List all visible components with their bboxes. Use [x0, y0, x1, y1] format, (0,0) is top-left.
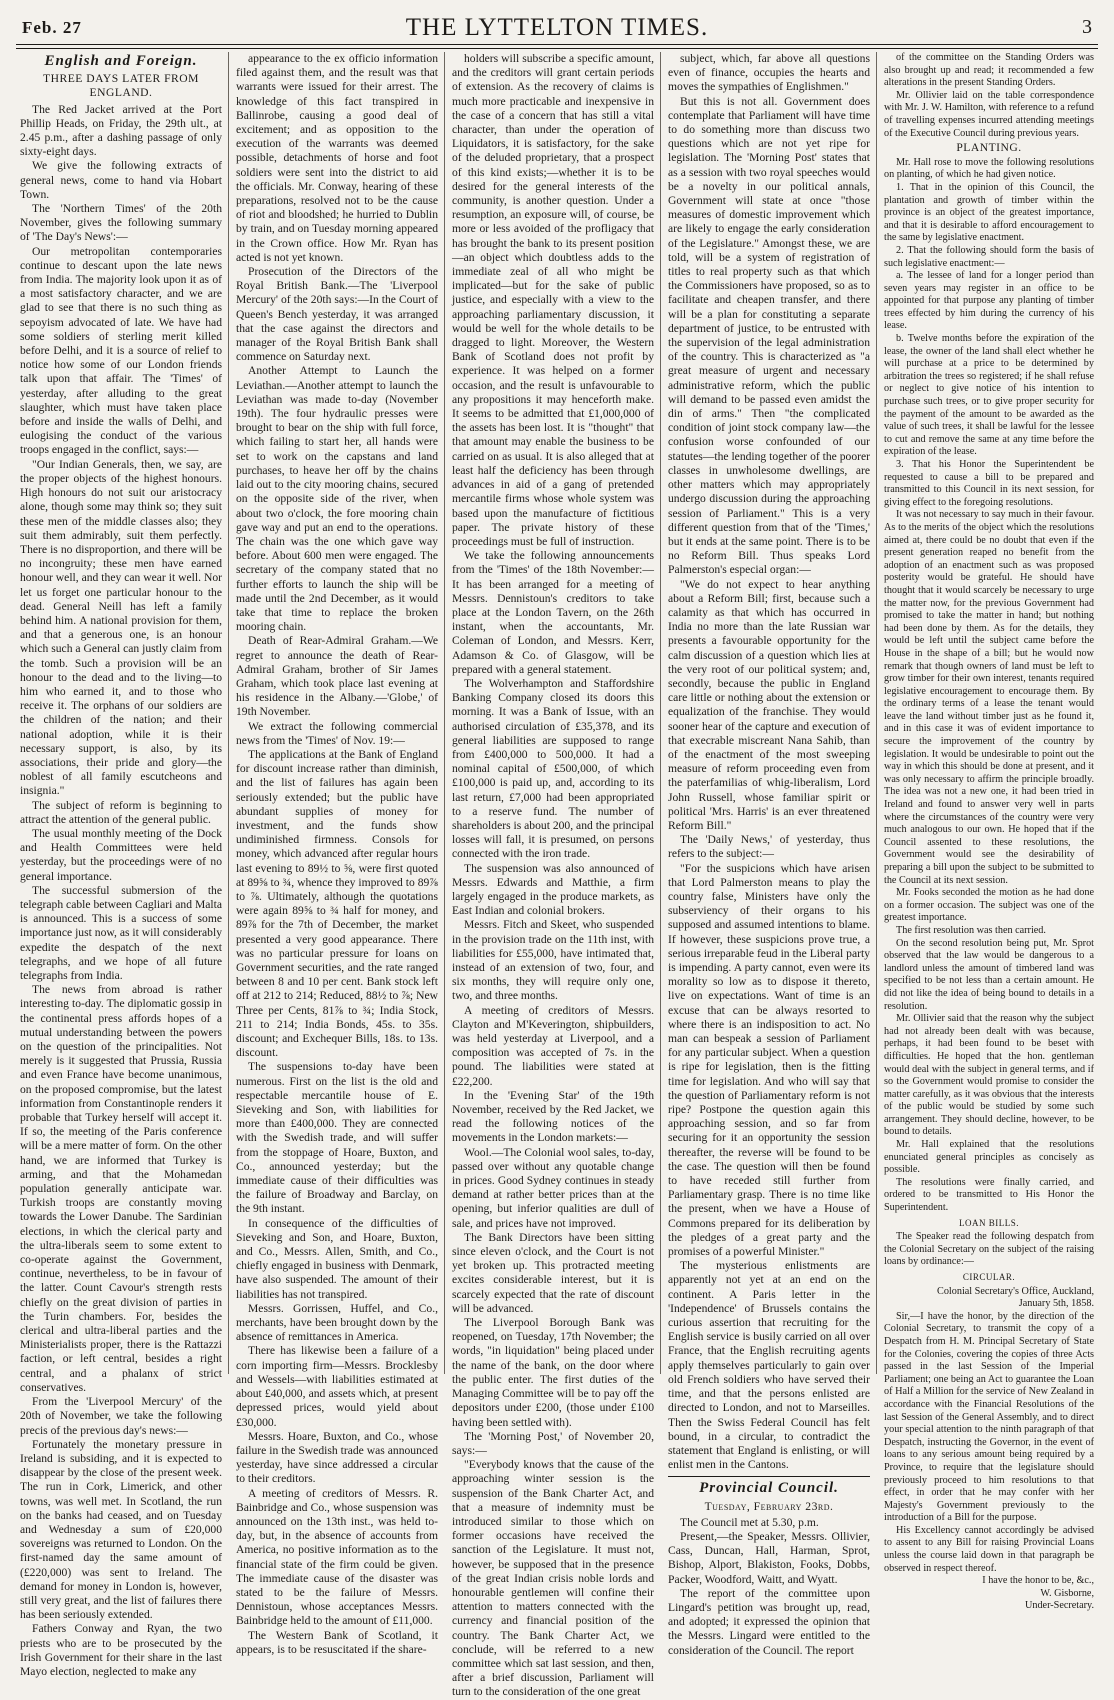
paragraph: appearance to the ex officio information filed against them, and the result was that warrants were issued for their arrest. The knowledge of this fact transpired in Ballinrobe, causing a good deal of excitement; and as opposition to the execution of the warrants was deemed possible, detachments of horse and foot soldiers were sent into the district to aid the officials. Mr. Conway, hearing of these preparations, resolved not to be the cause of riot and bloodshed; he hurried to Dublin by train, and on Tuesday morning appeared in the Crown office. How Mr. Ryan has acted is not yet known.: [236, 52, 438, 264]
paragraph: Mr. Hall rose to move the following resolutions on planting, of which he had given notice.: [884, 156, 1094, 181]
column-divider: [660, 52, 661, 1374]
paragraph: The report of the committee upon Lingard's petition was brought up, read, and adopted; it expressed the opinion that the Messrs. Lingard were entitled to the consideration of the Council. The report: [668, 1586, 870, 1657]
column-divider: [228, 52, 229, 1374]
paragraph: We give the following extracts of general news, come to hand via Hobart Town.: [20, 159, 222, 201]
signoff-name: W. Gisborne,: [1040, 1587, 1094, 1599]
paragraph: The resolutions were finally carried, and ordered to be transmitted to His Honor the Superintendent.: [884, 1176, 1094, 1214]
newspaper-title: THE LYTTELTON TIMES.: [405, 14, 709, 41]
paragraph: In the 'Evening Star' of the 19th November, received by the Red Jacket, we read the following notices of the movements in the London markets:—: [452, 1088, 654, 1145]
paragraph: It was not necessary to say much in their favour. As to the merits of the object which the resolutions aimed at, there could be no doubt that even if the present generation reaped no benefit from the adoption of an enactment such as was proposed posterity would be grateful. He should have thought that it would scarcely be necessary to urge the matter now, for the previous Government had promised to take the matter in hand; but nothing had been done by them. As for the details, they would be left until the subject came before the House in the shape of a bill; but he would now remark that though owners of land must be left to grow timber for their own interest, tenants required legislative encouragement to encourage them. By the ordinary terms of a lease the tenant would leave the land without timber just as he found it, and in this case it was of evident importance to secure the improvement of the country by legislation. It would be undesirable to point out the way in which this should be done at present, and it was only necessary to affirm the principle broadly. The idea was not a new one, it had been tried in Ireland and found to answer very well in parts where the circumstances of the country were very much analogous to our own. He hoped that if the Council assented to these resolutions, the Government would see the desirability of preparing a bill upon the subject to be submitted to the Council at its next session.: [884, 509, 1094, 886]
paragraph: holders will subscribe a specific amount, and the creditors will grant certain periods of extension. As the recovery of claims is much more practicable and inexpensive in the case of a concern that has still a vital character, than under the operation of Liquidators, it is satisfactory, for the sake of the deluded proprietary, that a prospect of this kind exists;—whether it is to be desired for the general interests of the community, is another question. Under a resumption, an exposure will, of course, be more or less avoided of the profligacy that has brought the bank to its present position—an object which doubtless adds to the immediate zeal of all who might be implicated—but for the sake of public justice, and especially with a view to the approaching parliamentary discussion, it would be well for the whole details to be dragged to light. Moreover, the Western Bank of Scotland does not profit by experience. It was helped on a former occasion, and the result is unfavourable to any propositions it may henceforth make. It seems to be admitted that £1,000,000 of the assets has been lost. It is "thought" that that amount may enable the business to be carried on as usual. It is also alleged that at least half the deficiency has been through advances in aid of a gang of pretended mercantile firms whose whole system was based upon the manufacture of fictitious paper. The private history of these proceedings must be full of instruction.: [452, 52, 654, 548]
column-5-body-d: [884, 1311, 1094, 1575]
paragraph: "Everybody knows that the cause of the approaching winter session is the suspension of the Bank Charter Act, and that a measure of indemnity must be introduced similar to those which on former occasions have received the sanction of the Legislature. It must not, however, be supposed that in the presence of the great Indian crisis noble lords and honourable gentlemen will confine their attention to matters connected with the currency and financial position of the country. The Bank Charter Act, we conclude, will be referred to a new committee which sat last session, and then, after a brief discussion, Parliament will turn to the consideration of the one great: [452, 1458, 654, 1699]
planting-heading: PLANTING.: [956, 141, 1022, 155]
signoff-line: I have the honor to be, &c.,: [982, 1575, 1094, 1587]
paragraph: The usual monthly meeting of the Dock and Health Committees were held yesterday, but the proceedings were of no general importance.: [20, 826, 222, 883]
column-3: [452, 52, 654, 1699]
article-subheading: THREE DAYS LATER FROM ENGLAND.: [43, 72, 199, 100]
paragraph: Messrs. Hoare, Buxton, and Co., whose failure in the Swedish trade was announced yesterday, have since addressed a circular to their creditors.: [236, 1429, 438, 1486]
circular-office: Colonial Secretary's Office, Auckland,: [937, 1285, 1094, 1297]
paragraph: Another Attempt to Launch the Leviathan.—Another attempt to launch the Leviathan was made to-day (November 19th). The four hydraulic presses were brought to bear on the ship with full force, which failing to start her, all hands were set to work on the capstans and land purchases, to heave her off by the chains laid out to the city mooring chains, secured on the opposite side of the river, when about two o'clock, the fore mooring chain gave way and put an end to the operations. The chain was the one which gave way before. About 600 men were engaged. The secretary of the company stated that no further efforts to launch the ship will be made until the 2nd December, as it would take that time to replace the broken mooring chain.: [236, 364, 438, 634]
paragraph: The suspension was also announced of Messrs. Edwards and Matthie, a firm largely engaged in the produce markets, as East Indian and colonial brokers.: [452, 861, 654, 918]
masthead-rule: [16, 44, 1098, 45]
paragraph: On the second resolution being put, Mr. Sprot observed that the law would be dangerous to a landlord unless the amount of timbered land was specified to be not less than a certain amount. He did not like the idea of being bound to details in a resolution.: [884, 937, 1094, 1012]
paragraph: 2. That the following should form the basis of such legislative enactment:—: [884, 244, 1094, 269]
column-5-body-b: [884, 157, 1094, 1215]
circular-date: January 5th, 1858.: [1018, 1298, 1094, 1310]
paragraph: Messrs. Fitch and Skeet, who suspended in the provision trade on the 11th inst, with liabilities for £55,000, have intimated that, instead of an extension of two, four, and six months, they will require only one, two, and three months.: [452, 918, 654, 1003]
paragraph: 1. That in the opinion of this Council, the plantation and growth of timber within the province is an object of the greatest importance, and that it is desirable to afford encouragement to the same by legislative enactment.: [884, 181, 1094, 244]
signoff-title: Under-Secretary.: [1025, 1600, 1094, 1612]
paragraph: A meeting of creditors of Messrs. Clayton and M'Keverington, shipbuilders, was held yesterday at Liverpool, and a composition was accepted of 7s. in the pound. The liabilities were stated at £22,200.: [452, 1003, 654, 1088]
paragraph: Messrs. Gorrissen, Huffel, and Co., merchants, have been brought down by the absence of remittances in America.: [236, 1301, 438, 1344]
paragraph: The suspensions to-day have been numerous. First on the list is the old and respectable mercantile house of E. Sieveking and Son, with liabilities for more than £400,000. They are connected with the Swedish trade, and will suffer from the stoppage of Hoare, Buxton, and Co., announced yesterday; but the immediate cause of their difficulties was the failure of Broadway and Barclay, on the 9th instant.: [236, 1060, 438, 1216]
column-2-body: [236, 52, 438, 1657]
paragraph: The mysterious enlistments are apparently not yet at an end on the continent. A Paris letter in the 'Independence' of Brussels contains the curious assertion that recruiting for the English service is busily carried on all over France, that the English recruiting agents apply themselves particularly to gain over old French soldiers who have served their time, and that the persons enlisted are directed to London, and not to Marseilles. Then the Swiss Federal Council has felt bound, in a circular, to contradict the statement that England is enlisting, or will enlist men in the Cantons.: [668, 1259, 870, 1472]
column-1-body: [20, 103, 222, 1680]
paragraph: The news from abroad is rather interesting to-day. The diplomatic gossip in the continental press affords hopes of a mutual understanding between the powers on the question of the principalities. Not merely is it suggested that Prussia, Russia and even France have become unanimous, on the proposed compromise, but the latest information from Constantinople renders it probable that Turkey herself will accept it. If so, the meeting of the Paris conference will be a mere matter of form. On the other hand, we are informed that Turkey is arming, and that the Mohamedan population generally anticipate war. Turkish troops are constantly moving towards the Lower Danube. The Sardinian elections, in which the clerical party and the ultra-liberals seem to some extent to co-operate against the Government, continue, nevertheless, to be in favour of the latter. Count Cavour's strength rests chiefly on the great division of parties in the Turin chambers. For, besides the clerical and ultra-liberal parties and the Ministerialists proper, there is the Rattazzi faction, or left central, besides a right central, and a phalanx of strict conservatives.: [20, 983, 222, 1394]
paragraph: "Our Indian Generals, then, we say, are the proper objects of the highest honours. High honours do not suit our aristocracy alone, though some may think so; they suit these men of the middle classes also; they suit them admirably, suit them perfectly. There is no disproportion, and there will be no incongruity; these men have earned honour well, and they can wear it well. Nor let us forget one particular honour to the dead. General Neill has left a family behind him. A national provision for them, and that a generous one, is an honour which such a General can justly claim from the tomb. Such a provision will be an honour to the dead and to the living—to him who earned it, and to those who receive it. The orphans of our soldiers are the children of the nation; and their national adoption, while it is their necessary support, is also, by its associations, their pride and glory—the noblest of all family escutcheons and insignia.": [20, 457, 222, 798]
paragraph: But this is not all. Government does contemplate that Parliament will have time to do something more than discuss two questions which are not yet ripe for legislation. The 'Morning Post' states that as a session with two royal speeches would be a novelty in our political annals, Government will state at once "those measures of domestic improvement which are likely to engage the early consideration of the Legislature." Amongst these, we are told, will be a system of registration of titles to real property such as that which the Commissioners have proposed, so as to facilitate and cheapen transfer, and there will be a plan for constituting a separate department of justice, to be entrusted with the supervision of the legal administration of the country. This is characterized as "a great measure of urgent and necessary administrative reform, which the public will demand to be passed even amidst the din of arms." Then "the complicated condition of joint stock company law—the confusion worse confounded of our statutes—the lending together of the poorer classes in unwholesome dwellings, are other matters which may appropriately undergo discussion during the approaching session of Parliament." This is a very different question from that of the 'Times,' but it ends at the same point. There is to be no Reform Bill. Thus speaks Lord Palmerston's especial organ:—: [668, 94, 870, 577]
paragraph: His Excellency cannot accordingly be advised to assent to any Bill for raising Provincial Loans unless the course laid down in that paragraph be observed in respect thereof.: [884, 1524, 1094, 1574]
council-body: [668, 1516, 870, 1658]
paragraph: In consequence of the difficulties of Sieveking and Son, and Hoare, Buxton, and Co., Messrs. Allen, Smith, and Co., chiefly engaged in business with Denmark, have also suspended. The amount of their liabilities has not transpired.: [236, 1216, 438, 1301]
column-divider: [444, 52, 445, 1374]
loan-bills-heading: LOAN BILLS.: [959, 1217, 1019, 1228]
paragraph: 3. That his Honor the Superintendent be requested to cause a bill to be prepared and transmitted to this Council in its next session, for giving effect to the foregoing resolutions.: [884, 459, 1094, 508]
paragraph: The 'Daily News,' of yesterday, thus refers to the subject:—: [668, 833, 870, 861]
paragraph: We extract the following commercial news from the 'Times' of Nov. 19:—: [236, 719, 438, 747]
paragraph: Mr. Ollivier laid on the table correspondence with Mr. J. W. Hamilton, with reference to a refund of travelling expenses incurred attending meetings of the Executive Council during previous years.: [884, 89, 1094, 139]
paragraph: The 'Morning Post,' of November 20, says:—: [452, 1429, 654, 1457]
paragraph: The successful submersion of the telegraph cable between Cagliari and Malta is announced. This is a success of some importance just now, as it will considerably expedite the despatch of the next telegraphs, and we hope of all future telegraphs from India.: [20, 883, 222, 982]
paragraph: Prosecution of the Directors of the Royal British Bank.—The 'Liverpool Mercury' of the 20th says:—In the Court of Queen's Bench yesterday, it was arranged that the case against the directors and manager of the Royal British Bank shall commence on Saturday next.: [236, 265, 438, 364]
paragraph: There has likewise been a failure of a corn importing firm—Messrs. Brocklesby and Wessels—with liabilities estimated at about £40,000, and assets which, at present depressed prices, would yield about £30,000.: [236, 1344, 438, 1429]
circular-label: CIRCULAR.: [962, 1272, 1016, 1282]
column-5: [884, 52, 1094, 1612]
paragraph: The Council met at 5.30, p.m.: [680, 1515, 819, 1529]
paragraph: subject, which, far above all questions even of finance, occupies the hearts and moves the sympathies of Englishmen.": [668, 52, 870, 94]
paragraph: A meeting of creditors of Messrs. R. Bainbridge and Co., whose suspension was announced on the 13th inst., was held to-day, but, in the absence of accounts from America, no positive information as to the financial state of the firm could be given. The immediate cause of the disaster was stated to be the failure of Messrs. Dennistoun, whose acceptances Messrs. Bainbridge held to the amount of £11,000.: [236, 1486, 438, 1628]
section-heading: English and Foreign.: [44, 53, 198, 69]
column-3-body: [452, 52, 654, 1700]
paragraph: The first resolution was then carried.: [896, 924, 1046, 936]
paragraph: of the committee on the Standing Orders was also brought up and read; it recommended a few alterations in the present Standing Orders.: [884, 52, 1094, 89]
paragraph: Mr. Hall explained that the resolutions enunciated general principles as concisely as possible.: [884, 1139, 1094, 1176]
paragraph: The applications at the Bank of England for discount increase rather than diminish, and the list of failures has again been seriously extended; but the public have abundant supplies of money for investment, and the funds show undiminished firmness. Consols for money, which advanced after regular hours last evening to 89½ to ⅝, were first quoted at 89⅝ to ¾, whence they improved to 89⅞ to ⅞. Ultimately, although the quotations were again 89⅝ to ¾ half for money, and 89⅞ for the 7th of December, the market presented a very good appearance. There was no particular pressure for loans on Government securities, and the rate ranged between 8 and 10 per cent. Bank stock left off at 212 to 214; Reduced, 88½ to ⅞; New Three per Cents, 81⅞ to ¾; India Stock, 211 to 214; India Bonds, 45s. to 35s. discount; and Exchequer Bills, 18s. to 13s. discount.: [236, 747, 438, 1060]
paragraph: The Western Bank of Scotland, it appears, is to be resuscitated if the share-: [236, 1628, 438, 1656]
paragraph: Death of Rear-Admiral Graham.—We regret to announce the death of Rear-Admiral Graham, brother of Sir James Graham, which took place last evening at his residence in the Albany.—'Globe,' of 19th November.: [236, 634, 438, 719]
paragraph: Our metropolitan contemporaries continue to descant upon the late news from India. The majority look upon it as of a most satisfactory character, and we are glad to see that there is no such thing as sepoyism advocated of late. We have had some soldiers of sterling merit killed before Delhi, and it is a source of relief to notice how some of our London friends talk upon that affair. The 'Times' of yesterday, after alluding to the great slaughter, which must have taken place before and inside the walls of Delhi, and eulogising the conduct of the various troops engaged in the conflict, says:—: [20, 244, 222, 457]
column-5-body-a: [884, 52, 1094, 140]
paragraph: From the 'Liverpool Mercury' of the 20th of November, we take the following precis of the previous day's news:—: [20, 1395, 222, 1437]
column-1: [20, 52, 222, 1678]
paragraph: a. The lessee of land for a longer period than seven years may register in an office to be appointed for that purpose any planting of timber trees effected by him during the currency of his lease.: [884, 270, 1094, 332]
paragraph: Mr. Ollivier said that the reason why the subject had not already been dealt with was because, perhaps, it had been found to be beset with difficulties. He hoped that the hon. gentleman would deal with the subject in general terms, and if so the Government would promise to consider the matter carefully, as it was obvious that the interests of the public would be studied by some such arrangement. They should decline, however, to be bound to details.: [884, 1013, 1094, 1138]
paragraph: The Speaker read the following despatch from the Colonial Secretary on the subject of the raising loans by ordinance:—: [884, 1231, 1094, 1268]
paragraph: The Red Jacket arrived at the Port Phillip Heads, on Friday, the 29th ult., at 2.45 p.m., after a dashing passage of only sixty-eight days.: [20, 102, 222, 159]
column-divider: [876, 52, 877, 1374]
paragraph: Mr. Fooks seconded the motion as he had done on a former occasion. The subject was one of the greatest importance.: [884, 887, 1094, 924]
council-heading: Provincial Council.: [699, 1480, 839, 1497]
paragraph: We take the following announcements from the 'Times' of the 18th November:—It has been arranged for a meeting of Messrs. Dennistoun's creditors to take place at the London Tavern, on the 26th instant, when the accountants, Mr. Coleman of London, and Messrs. Kerr, Adamson & Co. of Glasgow, will be prepared with a general statement.: [452, 549, 654, 676]
masthead-rule-lower: [16, 48, 1098, 49]
masthead: [22, 14, 1092, 44]
page-number: 3: [1082, 16, 1092, 38]
paragraph: Fortunately the monetary pressure in Ireland is subsiding, and it is expected to disappear by the close of the present week. The run in Cork, Limerick, and other towns, was well met. In Scotland, the run on the banks had ceased, and on Tuesday and Wednesday a sum of £20,000 sovereigns was returned to London. On the first-named day the same amount of (£220,000) was sent to Ireland. The demand for money in London is, however, still very great, and the list of failures there has been seriously extended.: [20, 1437, 222, 1622]
column-4: [668, 52, 870, 1657]
paragraph: The subject of reform is beginning to attract the attention of the general public.: [20, 798, 222, 826]
issue-date: Feb. 27: [22, 18, 82, 37]
paragraph: The Wolverhampton and Staffordshire Banking Company closed its doors this morning. It was a Bank of Issue, with an authorised circulation of £35,378, and its general liabilities are supposed to range from £400,000 to 500,000. It had a nominal capital of £500,000, of which £100,000 is paid up, and, according to its last return, £7,000 had been appropriated to a reserve fund. The number of shareholders is about 200, and the principal losses will fall, it is presumed, on persons connected with the iron trade.: [452, 676, 654, 861]
column-2: [236, 52, 438, 1656]
paragraph: The Bank Directors have been sitting since eleven o'clock, and the Court is not yet broken up. This protracted meeting excites considerable interest, but it is scarcely expected that the rate of discount will be advanced.: [452, 1230, 654, 1315]
paragraph: "We do not expect to hear anything about a Reform Bill; first, because such a calamity as that which has occurred in India no more than the late Russian war presents a favourable opportunity for the calm discussion of a question which lies at the very root of our political system; and, secondly, because the public in England care little or nothing about the extension or equalization of the franchise. They would sooner hear of the capture and execution of that execrable miscreant Nana Sahib, than of the enactment of the most sweeping measure of reform proceeding even from the paterfamilias of whig-liberalism, Lord John Russell, whose familiar spirit or political 'Mrs. Harris' is an ever threatened Reform Bill.": [668, 577, 870, 832]
paragraph: Wool.—The Colonial wool sales, to-day, passed over without any quotable change in prices. Good Sydney continues in steady demand at rather better prices than at the opening, but inferior qualities are dull of sale, and prices have not improved.: [452, 1145, 654, 1230]
column-5-body-c: [884, 1231, 1094, 1269]
section-rule: [668, 1476, 870, 1477]
paragraph: The 'Northern Times' of the 20th November, gives the following summary of 'The Day's News':—: [20, 202, 222, 244]
paragraph: b. Twelve months before the expiration of the lease, the owner of the land shall elect whether he will purchase at a price to be determined by arbitration the trees so registered; if he shall refuse or neglect to give notice of his intention to purchase such trees, or to give proper security for the payment of the amount to be awarded as the value of such trees, it shall be lawful for the lessee to cut and remove the same at any time before the expiration of the lease.: [884, 333, 1094, 458]
column-4-body: [668, 52, 870, 1472]
paragraph: The Liverpool Borough Bank was reopened, on Tuesday, 17th November; the words, "in liquidation" being placed under the name of the bank, on the door where the public enter. The first duties of the Managing Committee will be to pay off the depositors under £200, (those under £100 having been settled with).: [452, 1316, 654, 1429]
paragraph: Fathers Conway and Ryan, the two priests who are to be prosecuted by the Irish Government for their share in the last Mayo election, neglected to make any: [20, 1622, 222, 1678]
council-date: Tuesday, February 23rd.: [704, 1499, 834, 1513]
paragraph: Sir,—I have the honor, by the direction of the Colonial Secretary, to transmit the copy of a Despatch from H. M. Principal Secretary of State for the Colonies, covering the copies of three Acts passed in the last Session of the Imperial Parliament; one being an Act to guarantee the Loan of Half a Million for the service of New Zealand in accordance with the Financial Resolutions of the last Session of the General Assembly, and to direct your special attention to the ninth paragraph of that Despatch, instructing the Governor, in the event of loans to any serious amount being required by a Province, to require that the legislature should previously proceed to him resolutions to that effect, in order that he may confer with her Majesty's Government previously to the introduction of a Bill for the purpose.: [884, 1310, 1094, 1524]
paragraph: Present,—the Speaker, Messrs. Ollivier, Cass, Duncan, Hall, Harman, Sprot, Bishop, Alport, Blakiston, Fooks, Dobbs, Packer, Woodford, Waitt, and Wyatt.: [668, 1529, 870, 1586]
paragraph: "For the suspicions which have arisen that Lord Palmerston means to play the country false, Ministers have only the subserviency of their organs to his supposed and assumed intentions to blame. If however, these suspicions prove true, a serious irreparable feud in the Liberal party is impending. A party cannot, even were its morality so low as to dispose it thereto, live on expectations. Want of time is an excuse that can be always resorted to where there is an indisposition to act. No man can bespeak a session of Parliament for any particular subject. When a question is ripe for legislation, then is the fitting time for legislation. And who will say that the question of Parliamentary reform is not ripe? Postpone the question again this approaching session, and so far from securing for it an opportunity the session thereafter, the reverse will be found to be the case. The question will then be found to have receded still further from Parliamentary grasp. There is no time like the present, when we have a House of Commons prepared for its deliberation by the pledges of a great party and the promises of a powerful Minister.": [668, 861, 870, 1259]
